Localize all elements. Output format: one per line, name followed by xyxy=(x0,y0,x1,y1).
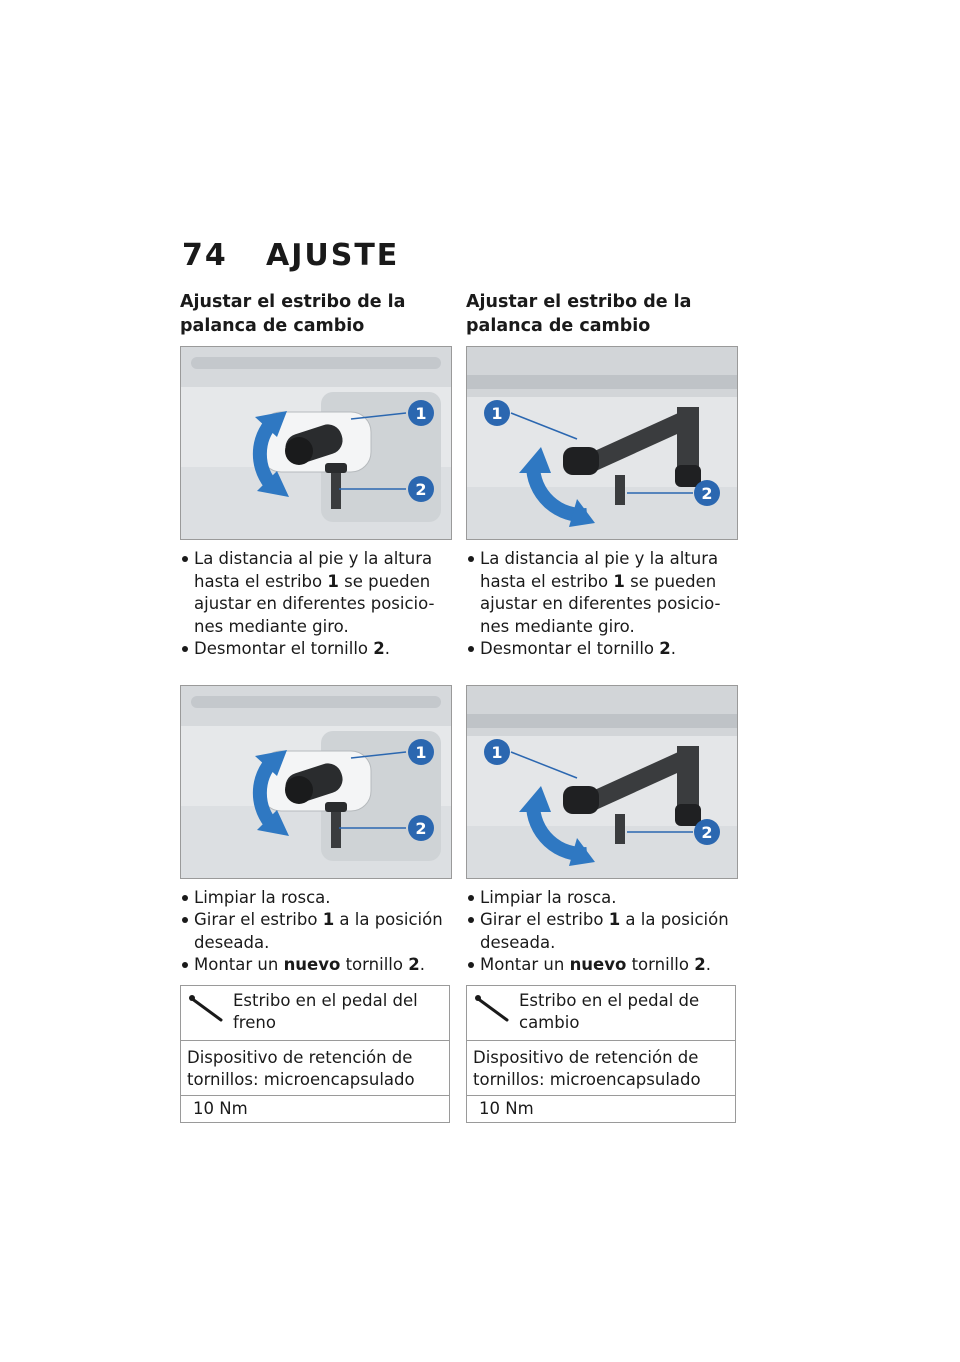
illustration xyxy=(181,347,451,539)
list-item: La distancia al pie y la altura hasta el estribo 1 se pueden ajustar en diferentes posicio-nes mediante giro. xyxy=(466,548,738,638)
svg-text:1: 1 xyxy=(415,742,427,762)
step-list-2 xyxy=(180,887,452,977)
spec-description: Dispositivo de retención de tornillos: microencapsulado xyxy=(181,1041,449,1096)
svg-text:2: 2 xyxy=(415,818,427,838)
illustration xyxy=(181,686,451,878)
page-header xyxy=(182,238,399,273)
step-list-1 xyxy=(180,548,452,661)
photo-shift-footrest-2 xyxy=(466,685,738,879)
torque-spec-table xyxy=(466,985,736,1123)
list-item: Limpiar la rosca. xyxy=(180,887,452,910)
list-item: Limpiar la rosca. xyxy=(466,887,738,910)
torque-wrench-icon xyxy=(187,990,233,1034)
svg-text:1: 1 xyxy=(491,742,503,762)
step-list-1 xyxy=(466,548,738,661)
spec-value: 10 Nm xyxy=(479,1098,534,1118)
list-item: La distancia al pie y la altura hasta el estribo 1 se pueden ajustar en diferentes posicio-nes mediante giro. xyxy=(180,548,452,638)
section-heading: Ajustar el estribo de la palanca de cambio xyxy=(466,292,692,336)
spec-label: Estribo en el pedal de cambio xyxy=(519,990,700,1032)
illustration xyxy=(467,686,737,878)
svg-text:2: 2 xyxy=(415,480,427,499)
svg-text:1: 1 xyxy=(491,404,503,423)
list-item: Montar un nuevo tornillo 2. xyxy=(180,954,452,977)
photo-brake-footrest-1 xyxy=(180,346,452,540)
photo-shift-footrest-1 xyxy=(466,346,738,540)
svg-text:1: 1 xyxy=(415,404,427,423)
list-item: Desmontar el tornillo 2. xyxy=(180,638,452,661)
spec-description: Dispositivo de retención de tornillos: microencapsulado xyxy=(467,1041,735,1096)
list-item: Girar el estribo 1 a la posición deseada. xyxy=(466,909,738,954)
section-title: AJUSTE xyxy=(266,238,400,273)
section-heading: Ajustar el estribo de la palanca de cambio xyxy=(180,292,406,336)
torque-spec-table xyxy=(180,985,450,1123)
page-number: 74 xyxy=(182,238,228,273)
spec-label: Estribo en el pedal del freno xyxy=(233,990,418,1032)
column-right xyxy=(466,290,738,1123)
column-left xyxy=(180,290,452,1123)
svg-text:2: 2 xyxy=(701,484,713,503)
svg-text:2: 2 xyxy=(701,822,713,842)
step-list-2 xyxy=(466,887,738,977)
list-item: Girar el estribo 1 a la posición deseada. xyxy=(180,909,452,954)
spec-value: 10 Nm xyxy=(193,1098,248,1118)
torque-wrench-icon xyxy=(473,990,519,1034)
list-item: Desmontar el tornillo 2. xyxy=(466,638,738,661)
list-item: Montar un nuevo tornillo 2. xyxy=(466,954,738,977)
illustration xyxy=(467,347,737,539)
photo-brake-footrest-2 xyxy=(180,685,452,879)
